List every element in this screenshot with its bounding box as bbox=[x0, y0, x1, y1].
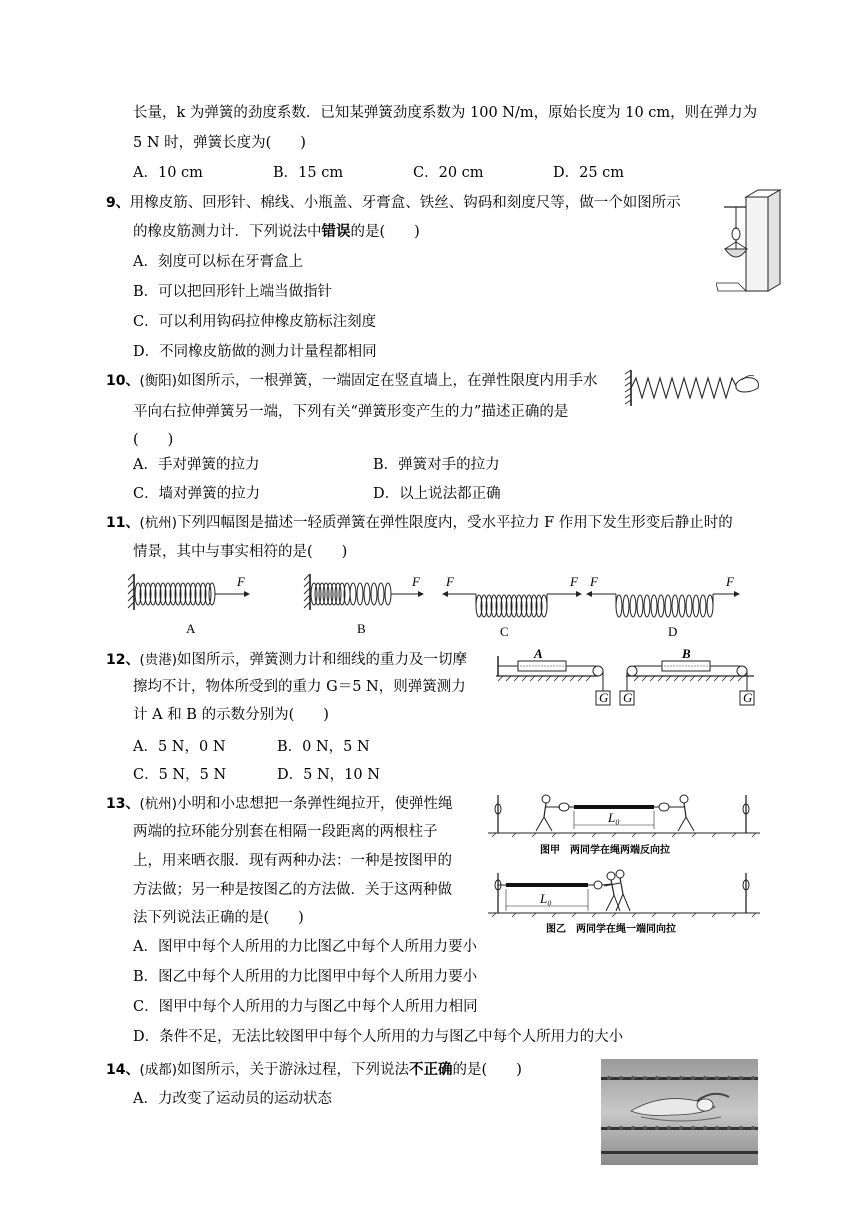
figure-b-force: F bbox=[412, 574, 420, 589]
q14-emphasis: 不正确 bbox=[409, 1061, 453, 1078]
figure-d-label: D bbox=[668, 624, 678, 639]
q8-option-a: A．10 cm bbox=[133, 165, 203, 181]
q13-line3: 上，用来晒衣服．现有两种办法：一种是按图甲的 bbox=[133, 853, 452, 869]
q13-line5: 法下列说法正确的是( ) bbox=[133, 910, 304, 926]
q13-source: (杭州) bbox=[139, 796, 178, 812]
weight-g-1: G bbox=[599, 690, 609, 705]
q12-line1 bbox=[106, 650, 467, 670]
figure-d bbox=[586, 574, 740, 639]
q10-line1 bbox=[106, 371, 598, 391]
q10-option-a: A．手对弹簧的拉力 bbox=[133, 457, 260, 473]
caption-jia: 图甲 两同学在绳两端反向拉 bbox=[540, 845, 670, 856]
q9-line1: 用橡皮筋、回形针、棉线、小瓶盖、牙膏盒、铁丝、钩码和刻度尺等，做一个如图所示 bbox=[129, 195, 681, 211]
figure-jia bbox=[488, 795, 760, 856]
q10-line1-text: 如图所示，一根弹簧，一端固定在竖直墙上，在弹性限度内用手水 bbox=[177, 373, 598, 389]
q10-source: (衡阳) bbox=[139, 373, 178, 389]
q14-line1 bbox=[106, 1060, 522, 1080]
figure-b bbox=[304, 574, 424, 636]
q13-line1 bbox=[106, 794, 453, 814]
figure-c bbox=[442, 574, 582, 639]
q8-line1: 长量，k 为弹簧的劲度系数．已知某弹簧劲度系数为 100 N/m，原始长度为 10 cm，则在弹力为 bbox=[133, 105, 758, 121]
figure-c-label: C bbox=[500, 624, 509, 639]
q12-source: (贵港) bbox=[139, 652, 178, 668]
figure-a bbox=[128, 574, 250, 636]
q10-line2: 平向右拉伸弹簧另一端，下列有关“弹簧形变产生的力”描述正确的是 bbox=[133, 404, 569, 420]
scale-b-label: B bbox=[682, 646, 691, 661]
figure-a-force: F bbox=[237, 574, 245, 589]
figure-d-force-right: F bbox=[726, 574, 734, 589]
q11-number: 11、 bbox=[106, 515, 140, 531]
q8-option-c: C．20 cm bbox=[413, 165, 484, 181]
q13-line1-text: 小明和小忠想把一条弹性绳拉开，使弹性绳 bbox=[177, 796, 453, 812]
q12-number: 12、 bbox=[106, 652, 140, 668]
q10-line3: ( ) bbox=[133, 432, 174, 448]
scale-a-label: A bbox=[534, 646, 543, 661]
q11-source: (杭州) bbox=[139, 515, 178, 531]
q14-source: (成都) bbox=[139, 1062, 178, 1078]
q14-line1-part2: 的是( ) bbox=[452, 1062, 522, 1078]
q11-spring-figures bbox=[124, 570, 764, 640]
q10-option-d: D．以上说法都正确 bbox=[373, 486, 501, 502]
q9-emphasis: 错误 bbox=[321, 223, 351, 240]
figure-c-force-left: F bbox=[446, 574, 454, 589]
q12-line2: 擦均不计，物体所受到的重力 G＝5 N，则弹簧测力 bbox=[133, 679, 466, 695]
q8-line2: 5 N 时，弹簧长度为( ) bbox=[133, 135, 306, 151]
swimmer-photo bbox=[601, 1059, 758, 1165]
q13-option-a: A．图甲中每个人所用的力比图乙中每个人所用力要小 bbox=[133, 939, 477, 955]
weight-g-3: G bbox=[743, 690, 753, 705]
q12-spring-scale-figure bbox=[492, 646, 762, 708]
weight-g-2: G bbox=[623, 690, 633, 705]
q14-option-a: A．力改变了运动员的运动状态 bbox=[133, 1091, 332, 1107]
q13-line2: 两端的拉环能分别套在相隔一段距离的两根柱子 bbox=[133, 824, 438, 840]
q13-option-c: C．图甲中每个人所用的力与图乙中每个人所用力相同 bbox=[133, 999, 478, 1015]
figure-c-force-right: F bbox=[570, 574, 578, 589]
q12-option-b: B．0 N，5 N bbox=[277, 739, 370, 755]
q9-option-c: C．可以利用钩码拉伸橡皮筋标注刻度 bbox=[133, 314, 377, 330]
figure-d-force-left: F bbox=[590, 574, 598, 589]
q13-option-b: B．图乙中每个人所用的力比图甲中每个人所用力要小 bbox=[133, 969, 478, 985]
q14-line1-part1: 如图所示，关于游泳过程，下列说法 bbox=[177, 1062, 410, 1078]
q8-option-b: B．15 cm bbox=[273, 165, 344, 181]
q14-number: 14、 bbox=[106, 1062, 140, 1078]
q9-option-d: D．不同橡皮筋做的测力计量程都相同 bbox=[133, 344, 377, 360]
q9-text bbox=[106, 193, 681, 213]
q10-number: 10、 bbox=[106, 373, 140, 389]
figure-b-label: B bbox=[357, 621, 366, 636]
q13-option-d: D．条件不足，无法比较图甲中每个人所用的力与图乙中每个人所用力的大小 bbox=[133, 1029, 624, 1045]
q12-option-a: A．5 N，0 N bbox=[133, 739, 226, 755]
q12-option-d: D．5 N，10 N bbox=[277, 767, 380, 783]
q9-line2-part1: 的橡皮筋测力计．下列说法中 bbox=[133, 224, 322, 240]
q9-number: 9、 bbox=[106, 195, 130, 211]
q11-line2: 情景，其中与事实相符的是( ) bbox=[133, 544, 348, 560]
figure-yi bbox=[488, 870, 760, 935]
q9-option-b: B．可以把回形针上端当做指针 bbox=[133, 284, 333, 300]
q11-line1-text: 下列四幅图是描述一轻质弹簧在弹性限度内，受水平拉力 F 作用下发生形变后静止时的 bbox=[177, 515, 733, 531]
l0-label-yi: L₀ bbox=[540, 891, 552, 906]
q13-number: 13、 bbox=[106, 796, 140, 812]
q13-line4: 方法做；另一种是按图乙的方法做．关于这两种做 bbox=[133, 882, 452, 898]
l0-label-jia: L₀ bbox=[608, 810, 620, 825]
spring-wall-hand-figure bbox=[624, 366, 764, 410]
q12-option-c: C．5 N，5 N bbox=[133, 767, 227, 783]
q8-option-d: D．25 cm bbox=[553, 165, 625, 181]
q12-line1-text: 如图所示，弹簧测力计和细线的重力及一切摩 bbox=[177, 652, 468, 668]
q10-option-b: B．弹簧对手的拉力 bbox=[373, 457, 500, 473]
q9-option-a: A．刻度可以标在牙膏盒上 bbox=[133, 254, 303, 270]
figure-a-label: A bbox=[186, 621, 196, 636]
q13-elastic-rope-figure bbox=[484, 787, 764, 937]
q11-line1 bbox=[106, 513, 733, 533]
q12-line3: 计 A 和 B 的示数分别为( ) bbox=[133, 707, 329, 723]
q10-option-c: C．墙对弹簧的拉力 bbox=[133, 486, 261, 502]
q9-line2 bbox=[133, 222, 420, 242]
rubber-band-meter-figure bbox=[716, 187, 792, 297]
caption-yi: 图乙 两同学在绳一端同向拉 bbox=[546, 924, 676, 935]
q9-line2-part2: 的是( ) bbox=[350, 224, 420, 240]
